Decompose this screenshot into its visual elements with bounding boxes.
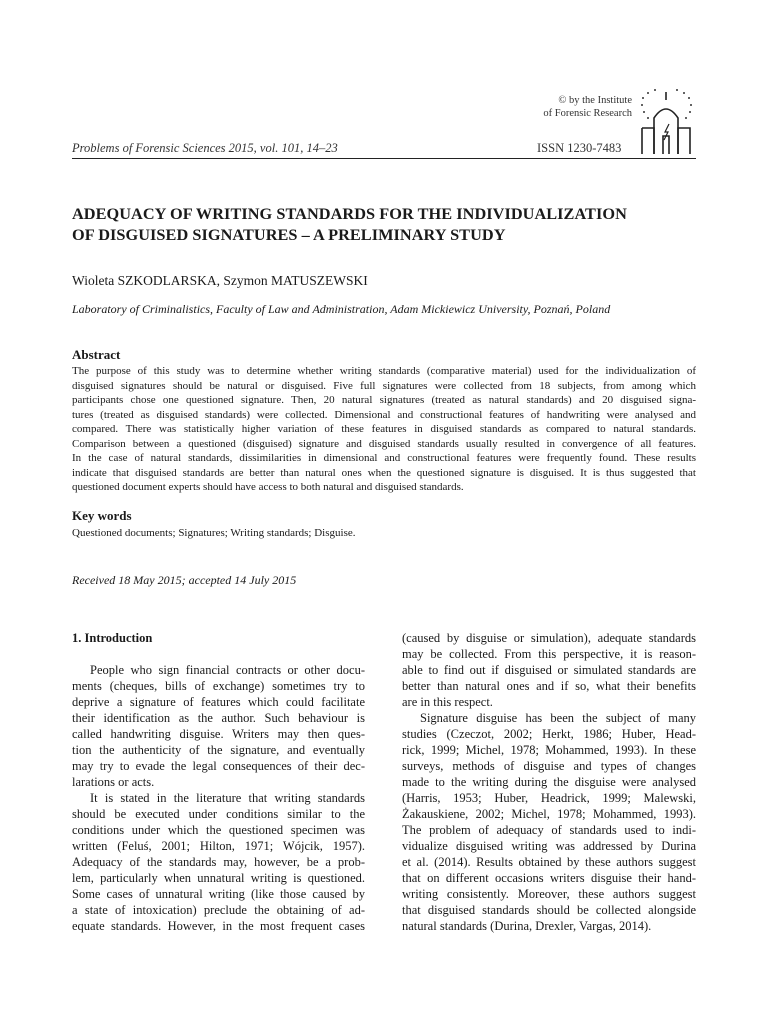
- body-line: (Harris, 1953; Huber, Headrick, 1999; Malewski,: [402, 791, 696, 805]
- abstract-line: tures (treated as disguised standards) were collected. Dimensional and constructional features of handwriting were analysed and: [72, 408, 696, 421]
- body-line: conditions under which the questioned specimen was: [72, 823, 365, 837]
- institute-logo-icon: [634, 88, 698, 156]
- abstract-line: disguised signatures should be natural or disguised. Five full signatures were collected from 18 subjects, from among which: [72, 379, 696, 392]
- abstract-heading: Abstract: [72, 347, 121, 362]
- body-line: surveys, methods of disguise and types of changes: [402, 759, 696, 773]
- body-line: made to the writing during the disguise were analysed: [402, 775, 696, 789]
- abstract-line: Comparison between a questioned (disguised) signature and disguised standards usually resulted in convergence of all features.: [72, 437, 696, 450]
- abstract-line: The purpose of this study was to determine whether writing standards (comparative material) used for the individualization of: [72, 365, 696, 377]
- abstract-line: In the case of natural standards, dissimilarities in dimensional and constructional features were frequently found. These results: [72, 452, 696, 464]
- issn-number: ISSN 1230-7483: [537, 141, 622, 155]
- body-line: that disguised standards should be collected alongside: [402, 903, 696, 917]
- copyright-notice: [520, 94, 632, 120]
- body-line: It is stated in the literature that writing standards: [90, 791, 365, 805]
- copyright-line: © by the Institute: [558, 95, 632, 106]
- body-line: writing consistently. Moreover, these authors suggest: [402, 887, 696, 901]
- abstract-line: indicate that disguised standards are better than natural ones when the questioned signature is disguised. It is thus suggested that: [72, 466, 696, 479]
- title-line: ADEQUACY OF WRITING STANDARDS FOR THE INDIVIDUALIZATION: [72, 204, 627, 223]
- body-line: People who sign financial contracts or other docu-: [90, 663, 365, 677]
- body-line: Żakauskiene, 2002; Michel, 1978; Mohammed, 1993).: [402, 807, 696, 821]
- body-line: are in this respect.: [402, 695, 493, 709]
- body-line: their identification as the author. Such behaviour is: [72, 711, 365, 725]
- body-line: may be collected. From this perspective, it is reason-: [402, 647, 696, 661]
- body-line: deprive a signature of features which could facilitate: [72, 695, 365, 709]
- abstract-line: compared. There was statistically higher variation of these features in disguised standards as compared to natural standards.: [72, 423, 696, 435]
- body-line: Adequacy of the standards may, however, be a prob-: [72, 855, 365, 869]
- body-line: a state of intoxication) preclude the obtaining of ad-: [72, 903, 365, 917]
- abstract-body: [72, 364, 696, 495]
- keywords-heading: Key words: [72, 508, 132, 523]
- body-line: written (Feluś, 2001; Hilton, 1971; Wójcik, 1957).: [72, 839, 365, 853]
- received-dates: Received 18 May 2015; accepted 14 July 2015: [72, 573, 297, 587]
- title-line: OF DISGUISED SIGNATURES – A PRELIMINARY STUDY: [72, 225, 506, 244]
- body-line: vidualize disguised writing was addressed by Durina: [402, 839, 696, 853]
- body-line: larations or acts.: [72, 775, 155, 789]
- header-divider: [72, 158, 696, 159]
- body-line: ments (cheques, bills of exchange) sometimes try to: [72, 679, 365, 693]
- body-line: called handwriting disguise. Writers may then ques-: [72, 727, 365, 741]
- right-column: [402, 630, 696, 934]
- introduction-heading: 1. Introduction: [72, 631, 153, 645]
- body-line: The problem of adequacy of standards used to indi-: [402, 823, 696, 837]
- left-column: [72, 630, 365, 934]
- abstract-line: participants chose one questioned signature. Then, 20 natural signatures (treated as natural standards) and 20 disguised signa-: [72, 394, 696, 406]
- body-line: may try to evade the legal consequences of their dec-: [72, 759, 365, 773]
- authors: Wioleta SZKODLARSKA, Szymon MATUSZEWSKI: [72, 273, 368, 288]
- article-title: [72, 203, 702, 245]
- copyright-line: of Forensic Research: [543, 108, 632, 119]
- journal-citation: Problems of Forensic Sciences 2015, vol. 101, 14–23: [72, 141, 338, 155]
- body-line: et al. (2014). Results obtained by these authors suggest: [402, 855, 696, 869]
- body-line: rick, 1999; Michel, 1978; Mohammed, 1993). In these: [402, 743, 696, 757]
- body-line: should be executed under conditions similar to the: [72, 807, 365, 821]
- body-line: lem, particularly when unnatural writing is questioned.: [72, 871, 365, 885]
- body-line: (caused by disguise or simulation), adequate standards: [402, 631, 696, 645]
- body-line: tion the authenticity of the signature, and eventually: [72, 743, 365, 757]
- body-line: that on different occasions writers disguise their hand-: [402, 871, 696, 885]
- body-line: better than natural ones and if so, what their benefits: [402, 679, 696, 693]
- body-line: Signature disguise has been the subject of many: [420, 711, 696, 725]
- body-line: able to find out if disguised or simulated standards are: [402, 663, 696, 677]
- keywords-list: Questioned documents; Signatures; Writing standards; Disguise.: [72, 527, 356, 539]
- affiliation: Laboratory of Criminalistics, Faculty of Law and Administration, Adam Mickiewicz University, Poznań, Poland: [72, 302, 611, 316]
- body-line: Some cases of unnatural writing (like those caused by: [72, 887, 365, 901]
- abstract-line: questioned document experts should have access to both natural and disguised standards.: [72, 481, 464, 493]
- body-line: studies (Czeczot, 2002; Herkt, 1986; Huber, Head-: [402, 727, 696, 741]
- body-line: natural standards (Durina, Drexler, Vargas, 2014).: [402, 919, 652, 933]
- body-line: equate standards. However, in the most frequent cases: [72, 919, 365, 933]
